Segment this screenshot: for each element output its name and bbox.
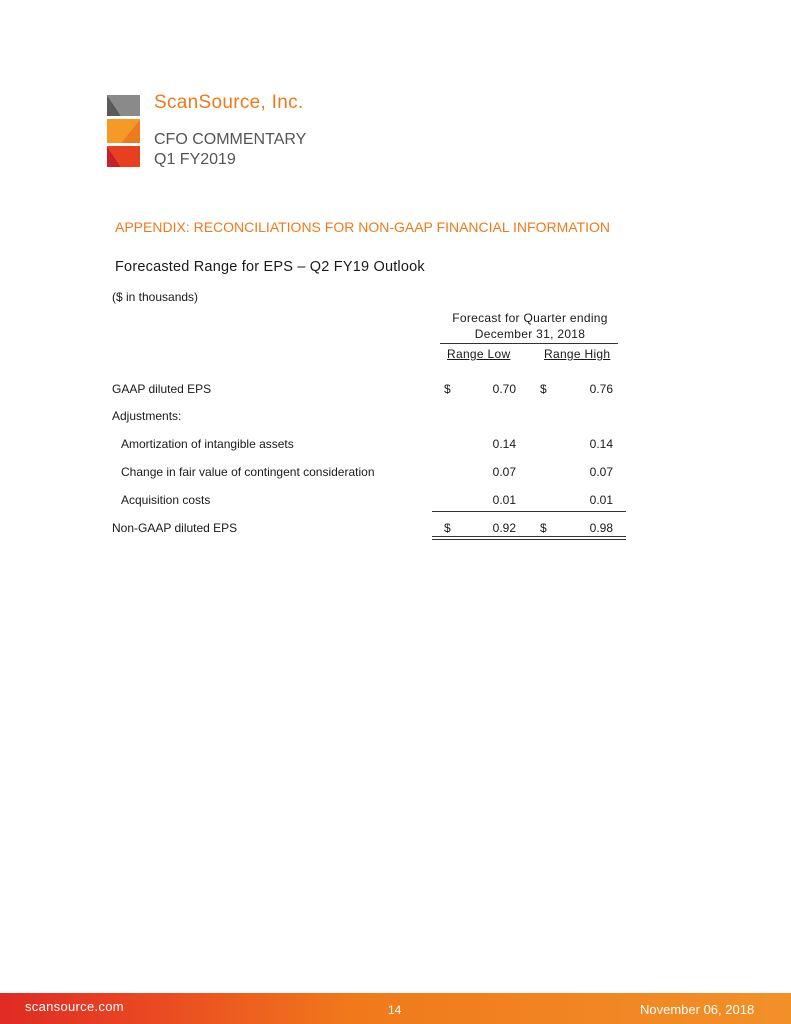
currency-symbol: $ — [540, 382, 547, 396]
range-low-header: Range Low — [447, 347, 511, 361]
table-row — [0, 409, 791, 429]
page-number: 14 — [388, 1003, 402, 1017]
row-label: Acquisition costs — [121, 493, 211, 507]
range-high-value: 0.01 — [589, 493, 613, 507]
row-label: Amortization of intangible assets — [121, 437, 294, 451]
row-label: Non-GAAP diluted EPS — [112, 521, 238, 535]
range-low-value: 0.70 — [492, 382, 516, 396]
table-row — [0, 521, 791, 541]
table-row — [0, 493, 791, 513]
company-name: ScanSource, Inc. — [154, 92, 304, 113]
range-high-value: 0.14 — [589, 437, 613, 451]
range-high-value: 0.98 — [589, 521, 613, 535]
range-high-value: 0.07 — [589, 465, 613, 479]
row-label: GAAP diluted EPS — [112, 382, 212, 396]
row-label: Change in fair value of contingent consideration — [121, 465, 375, 479]
footer-website: scansource.com — [25, 999, 124, 1014]
forecast-header-line2: December 31, 2018 — [474, 327, 586, 341]
units-note: ($ in thousands) — [112, 290, 199, 304]
currency-symbol: $ — [444, 382, 451, 396]
range-high-value: 0.76 — [589, 382, 613, 396]
row-label: Adjustments: — [112, 409, 182, 423]
forecast-header — [430, 310, 630, 342]
table-row — [0, 437, 791, 457]
appendix-heading: APPENDIX: RECONCILIATIONS FOR NON-GAAP FINANCIAL INFORMATION — [115, 219, 610, 235]
range-low-value: 0.14 — [492, 437, 516, 451]
footer-date: November 06, 2018 — [640, 1002, 755, 1017]
currency-symbol: $ — [444, 521, 451, 535]
range-low-value: 0.01 — [492, 493, 516, 507]
section-subtitle: Forecasted Range for EPS – Q2 FY19 Outlook — [115, 259, 425, 275]
table-row — [0, 382, 791, 402]
scansource-logo-icon — [107, 95, 140, 167]
document-period: Q1 FY2019 — [154, 151, 236, 168]
table-row — [0, 465, 791, 485]
range-low-value: 0.07 — [492, 465, 516, 479]
range-high-header: Range High — [544, 347, 611, 361]
range-low-value: 0.92 — [492, 521, 516, 535]
forecast-header-line1: Forecast for Quarter ending — [452, 311, 608, 325]
document-title: CFO COMMENTARY — [154, 131, 307, 148]
total-double-rule-bottom — [432, 539, 626, 540]
header-divider — [440, 343, 618, 344]
total-double-rule-top — [432, 536, 626, 537]
currency-symbol: $ — [540, 521, 547, 535]
subtotal-rule — [432, 511, 626, 512]
